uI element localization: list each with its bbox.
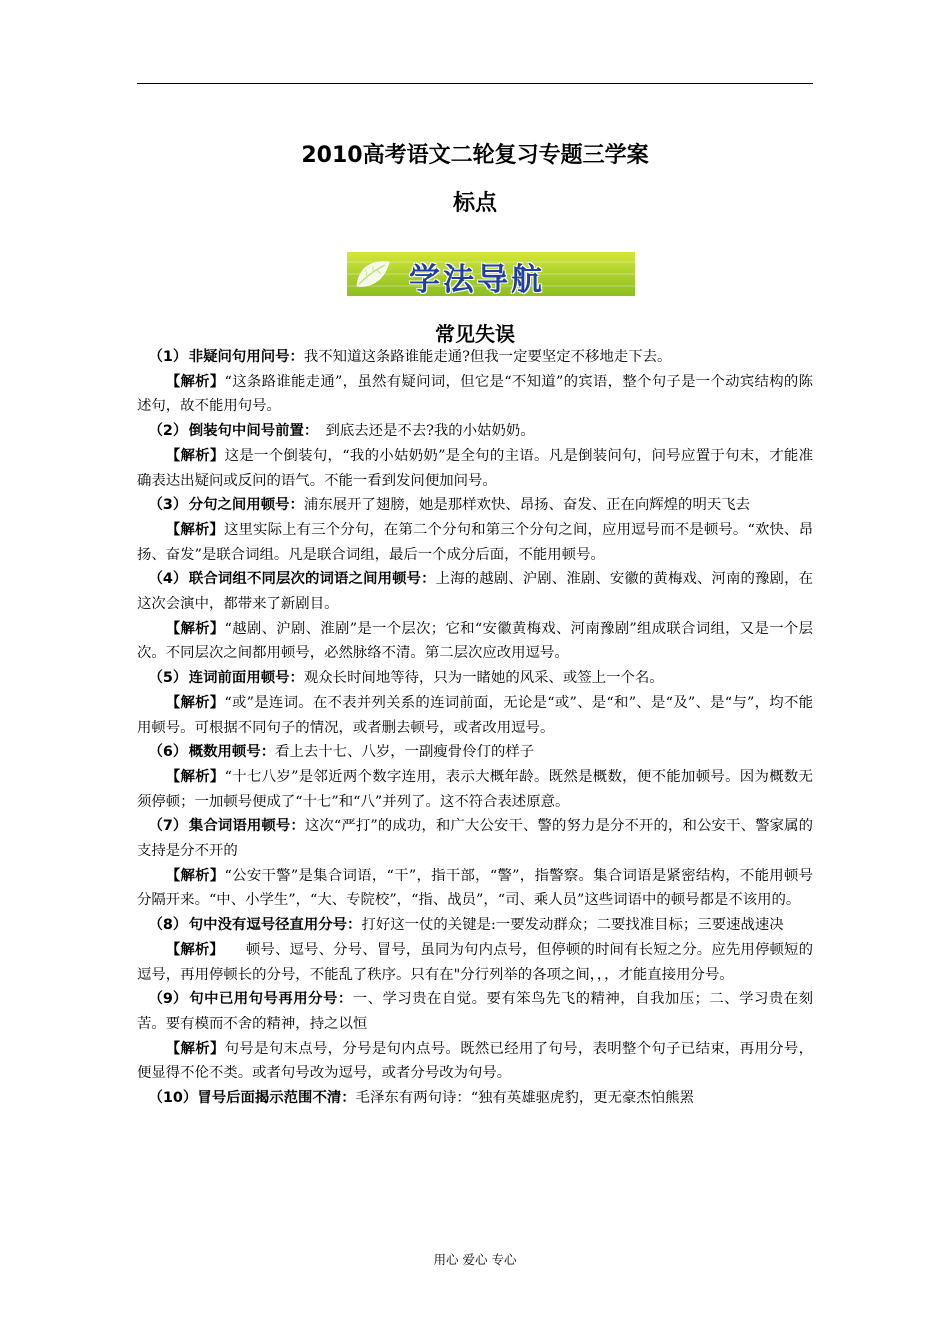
item-text: 打好这一仗的关键是:一要发动群众；二要找准目标；三要速战速决 (361, 917, 784, 934)
analysis-text: “或”是连词。在不表并列关系的连词前面，无论是“或”、是“和”、是“及”、是“与”，均不能用顿号。可根据不同句子的情况，或者删去顿号，或者改用逗号。 (137, 694, 813, 736)
analysis-text: “十七八岁”是邻近两个数字连用，表示大概年龄。既然是概数，便不能加顿号。因为概数无须停顿；一加顿号便成了“十七”和“八”并列了。这不符合表述原意。 (137, 768, 813, 810)
analysis-3 (137, 518, 813, 567)
header-rule (137, 83, 813, 84)
item-number: （10） (148, 1090, 198, 1107)
analysis-label: 【解析】 (165, 447, 225, 464)
item-heading: 连词前面用顿号： (188, 670, 304, 687)
item-number: （6） (148, 744, 188, 761)
analysis-label: 【解析】 (165, 373, 225, 390)
item-heading: 句中已用句号再用分号： (188, 991, 353, 1008)
item-heading: 句中没有逗号径直用分号： (188, 917, 362, 934)
item-4 (137, 567, 813, 616)
item-8 (137, 913, 813, 938)
document-subtitle: 标点 (452, 191, 497, 216)
item-text: 我不知道这条路谁能走通?但我一定要坚定不移地走下去。 (303, 349, 672, 365)
item-10 (137, 1086, 813, 1111)
analysis-2 (137, 444, 813, 493)
item-text: 浦东展开了翅膀，她是那样欢快、昂扬、奋发、正在向辉煌的明天飞去 (303, 497, 751, 514)
item-text: 这次“严打”的成功，和广大公安干、警的努力是分不开的，和公安干、警家属的支持是分不开的 (137, 818, 813, 860)
analysis-text: 这里实际上有三个分句，在第二个分句和第三个分句之间，应用逗号而不是顿号。“欢快、昂扬、奋发”是联合词组。凡是联合词组，最后一个成分后面，不能用顿号。 (137, 521, 813, 563)
item-1 (137, 345, 813, 370)
analysis-6 (137, 765, 813, 814)
analysis-7 (137, 864, 813, 913)
item-number: （2） (148, 423, 188, 440)
item-heading: 联合词组不同层次的词语之间用顿号： (188, 571, 436, 588)
item-heading: 倒装句中间号前置： (188, 423, 312, 440)
section-heading: 常见失误 (435, 322, 515, 346)
analysis-5 (137, 691, 813, 740)
analysis-label: 【解析】 (165, 941, 217, 958)
item-number: （4） (148, 571, 188, 588)
item-7 (137, 814, 813, 863)
item-text: 毛泽东有两句诗：“独有英雄驱虎豹，更无豪杰怕熊罴 (355, 1090, 694, 1107)
analysis-label: 【解析】 (165, 768, 225, 785)
analysis-1 (137, 370, 813, 419)
section-banner (347, 252, 635, 296)
item-number: （7） (148, 818, 188, 835)
analysis-8 (137, 938, 813, 987)
item-heading: 概数用顿号： (188, 744, 276, 761)
item-number: （3） (148, 497, 188, 514)
item-6 (137, 740, 813, 765)
document-body (137, 345, 813, 1111)
analysis-label: 【解析】 (165, 521, 224, 538)
analysis-text: “公安干警”是集合词语，“干”，指干部，“警”，指警察。集合词语是紧密结构，不能用顿号分隔开来。“中、小学生”，“大、专院校”，“指、战员”，“司、乘人员”这些词语中的顿号都是不该用的。 (137, 867, 813, 909)
page-footer: 用心 爱心 专心 (433, 1252, 517, 1267)
item-text: 看上去十七、八岁，一副瘦骨伶仃的样子 (275, 744, 535, 761)
item-number: （5） (148, 670, 188, 687)
banner-text: 学法导航 (409, 262, 545, 296)
analysis-4 (137, 617, 813, 666)
item-heading: 冒号后面揭示范围不清： (197, 1090, 356, 1107)
analysis-label: 【解析】 (165, 620, 225, 637)
analysis-text: 句号是句末点号，分号是句内点号。既然已经用了句号，表明整个句子已结束，再用分号，便显得不伦不类。或者句号改为逗号，或者分号改为句号。 (137, 1040, 813, 1082)
item-text: 一、学习贵在自觉。要有笨鸟先飞的精神，自我加压；二、学习贵在刻苦。要有模而不舍的精神，持之以恒 (137, 991, 813, 1032)
item-2 (137, 419, 813, 444)
analysis-text: “这条路谁能走通”，虽然有疑问词，但它是“不知道”的宾语，整个句子是一个动宾结构的陈述句，故不能用句号。 (137, 373, 813, 415)
item-heading: 集合词语用顿号： (188, 818, 305, 835)
item-text: 上海的越剧、沪剧、淮剧、安徽的黄梅戏、河南的豫剧，在这次会演中，都带来了新剧目。 (137, 571, 813, 613)
item-text: 观众长时间地等待，只为一睹她的风采、或签上一个名。 (303, 670, 664, 687)
analysis-label: 【解析】 (165, 1040, 225, 1057)
analysis-label: 【解析】 (165, 694, 225, 711)
document-title: 2010高考语文二轮复习专题三学案 (301, 143, 649, 168)
item-heading: 分句之间用顿号： (188, 497, 304, 514)
item-3 (137, 493, 813, 518)
item-5 (137, 666, 813, 691)
analysis-text: 顿号、逗号、分号、冒号，虽同为句内点号，但停顿的时间有长短之分。应先用停顿短的逗号，再用停顿长的分号，不能乱了秩序。只有在"分行列举的各项之间，，，才能直接用分号。 (137, 941, 813, 983)
item-number: （8） (148, 917, 188, 934)
item-number: （1） (148, 349, 188, 365)
analysis-text: 这是一个倒装句，“我的小姑奶奶”是全句的主语。凡是倒装问句，问号应置于句末，才能准确表达出疑问或反问的语气。不能一看到发问便加问号。 (137, 447, 813, 489)
analysis-text: “越剧、沪剧、淮剧”是一个层次；它和“安徽黄梅戏、河南豫剧”组成联合词组，又是一个层次。不同层次之间都用顿号，必然脉络不清。第二层次应改用逗号。 (137, 620, 813, 662)
item-9 (137, 987, 813, 1036)
item-text: 到底去还是不去?我的小姑奶奶。 (311, 423, 535, 440)
item-heading: 非疑问句用问号： (188, 349, 304, 365)
analysis-9 (137, 1037, 813, 1086)
analysis-label: 【解析】 (165, 867, 225, 884)
item-number: （9） (148, 991, 188, 1008)
leaf-icon (353, 256, 393, 292)
